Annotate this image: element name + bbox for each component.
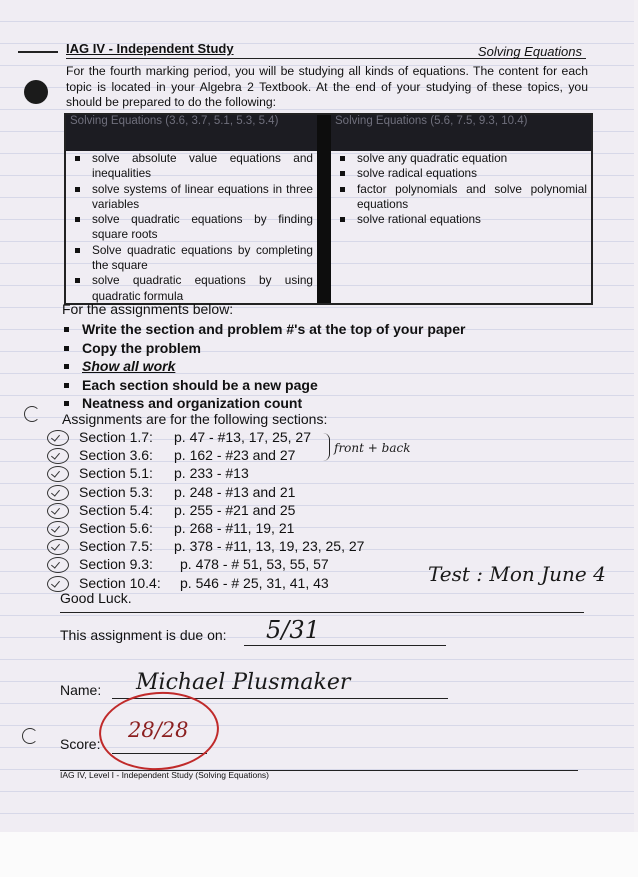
topic-title: Solving Equations	[477, 44, 582, 59]
handwritten-front-back: front + back	[334, 441, 411, 455]
column-divider	[317, 115, 331, 303]
handwritten-score: 28/28	[128, 718, 189, 742]
section-pages: p. 162 - #23 and 27	[174, 447, 296, 464]
instruction-item: Neatness and organization count	[62, 394, 465, 413]
list-item: factor polynomials and solve polynomial equations	[335, 182, 587, 213]
section-pages: p. 478 - # 51, 53, 55, 57	[180, 556, 329, 573]
checkmark-icon	[47, 430, 69, 446]
section-pages: p. 255 - #21 and 25	[174, 501, 296, 518]
section-name: Section 5.4:	[79, 501, 153, 518]
checkmark-icon	[47, 521, 69, 537]
list-item: solve systems of linear equations in three variables	[70, 182, 313, 213]
instructions-list	[62, 320, 465, 413]
checkmark-icon	[47, 539, 69, 555]
due-date-label: This assignment is due on:	[60, 627, 227, 643]
instruction-item: Write the section and problem #'s at the top of your paper	[62, 320, 465, 339]
course-title: IAG IV - Independent Study	[66, 41, 234, 56]
sections-intro: Assignments are for the following sections:	[62, 411, 328, 427]
list-item: solve rational equations	[335, 212, 587, 227]
header-rule	[66, 58, 586, 59]
handwritten-brace	[323, 433, 330, 461]
handwritten-test-date: Test : Mon June 4	[428, 562, 606, 586]
section-name: Section 3.6:	[79, 447, 153, 464]
list-item: Solve quadratic equations by completing the square	[70, 243, 313, 274]
checkmark-icon	[47, 503, 69, 519]
header-dash	[18, 51, 58, 53]
section-pages: p. 233 - #13	[174, 465, 249, 482]
checkmark-icon	[47, 448, 69, 464]
margin-check-mark	[22, 728, 38, 744]
section-name: Section 5.1:	[79, 465, 153, 482]
section-name: Section 10.4:	[79, 574, 161, 591]
instruction-emphasis: Show all work	[82, 358, 176, 375]
checkmark-icon	[47, 485, 69, 501]
binder-hole	[24, 80, 48, 104]
instruction-item: Copy the problem	[62, 339, 465, 358]
objectives-right-column	[331, 115, 591, 303]
assignments-intro: For the assignments below:	[62, 301, 234, 317]
page-footer: IAG IV, Level I - Independent Study (Solving Equations)	[60, 770, 270, 780]
right-column-header: Solving Equations (5.6, 7.5, 9.3, 10.4)	[331, 115, 591, 151]
list-item: solve radical equations	[335, 166, 587, 181]
scan-background	[0, 832, 638, 877]
section-pages: p. 248 - #13 and 21	[174, 483, 296, 500]
left-objectives-list	[66, 151, 317, 304]
section-pages: p. 378 - #11, 13, 19, 23, 25, 27	[174, 538, 365, 555]
objectives-table	[64, 113, 593, 305]
handwritten-due-date: 5/31	[266, 616, 320, 644]
score-label: Score:	[60, 736, 101, 752]
margin-check-mark	[24, 406, 40, 422]
handwritten-student-name: Michael Plusmaker	[136, 670, 351, 695]
section-pages: p. 47 - #13, 17, 25, 27	[174, 429, 311, 445]
left-column-header: Solving Equations (3.6, 3.7, 5.1, 5.3, 5.4)	[66, 115, 317, 151]
list-item: solve any quadratic equation	[335, 151, 587, 166]
good-luck-rule	[60, 612, 584, 613]
checkmark-icon	[47, 557, 69, 573]
list-item: solve quadratic equations by using quadratic formula	[70, 273, 313, 304]
section-name: Section 7.5:	[79, 538, 153, 555]
list-item: solve absolute value equations and inequalities	[70, 151, 313, 182]
section-name: Section 1.7:	[79, 429, 153, 445]
right-objectives-list	[331, 151, 591, 227]
due-date-line	[244, 645, 446, 646]
objectives-left-column	[66, 115, 317, 303]
name-label: Name:	[60, 682, 102, 698]
good-luck-text: Good Luck.	[60, 590, 132, 606]
intro-paragraph: For the fourth marking period, you will be studying all kinds of equations. The content for each topic is located in your Algebra 2 Textbook. At the end of your studying of these topics, you should be prepared to do the following:	[66, 64, 588, 109]
section-name: Section 5.6:	[79, 519, 153, 536]
section-pages: p. 546 - # 25, 31, 41, 43	[180, 574, 329, 591]
list-item: solve quadratic equations by finding square roots	[70, 212, 313, 243]
section-pages: p. 268 - #11, 19, 21	[174, 519, 295, 536]
checkmark-icon	[47, 466, 69, 482]
instruction-item	[62, 357, 465, 376]
section-name: Section 5.3:	[79, 483, 153, 500]
instruction-item: Each section should be a new page	[62, 376, 465, 395]
section-name: Section 9.3:	[79, 556, 153, 573]
